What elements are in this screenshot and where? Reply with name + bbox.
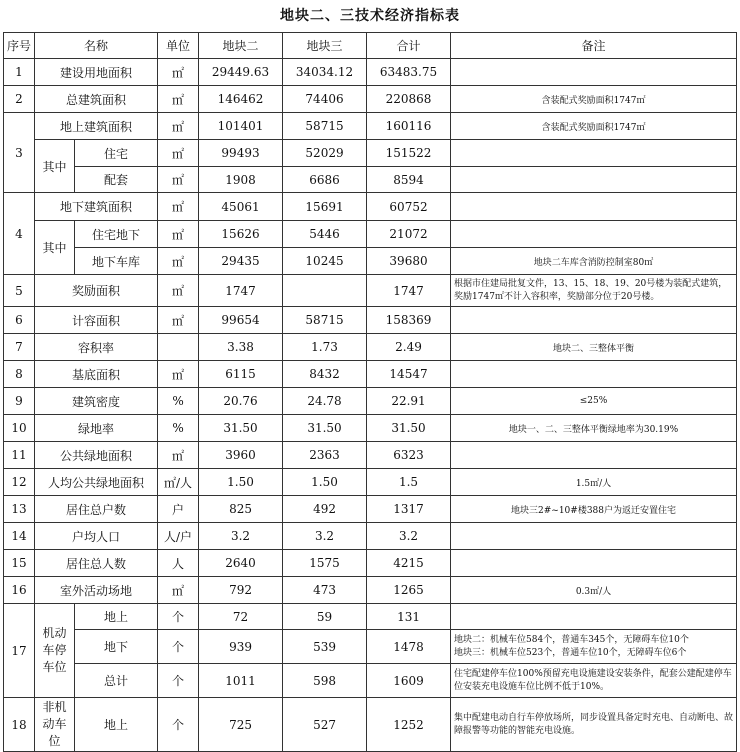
header-row xyxy=(4,33,737,59)
cell-plot3: 34034.12 xyxy=(283,59,367,86)
cell-total: 1252 xyxy=(367,698,451,752)
cell-plot2: 31.50 xyxy=(199,415,283,442)
cell-name: 计容面积 xyxy=(35,307,158,334)
cell-name: 住宅 xyxy=(75,140,158,167)
cell-no: 3 xyxy=(4,113,35,193)
cell-unit: ㎡ xyxy=(158,248,199,275)
cell-total: 1317 xyxy=(367,496,451,523)
cell-note xyxy=(451,59,737,86)
cell-plot2: 45061 xyxy=(199,193,283,221)
cell-note: 含装配式奖励面积1747㎡ xyxy=(451,113,737,140)
cell-plot3: 24.78 xyxy=(283,388,367,415)
cell-note: 地块二、三整体平衡 xyxy=(451,334,737,361)
cell-plot2: 20.76 xyxy=(199,388,283,415)
cell-unit: ㎡ xyxy=(158,275,199,307)
table-row xyxy=(4,221,737,248)
cell-note xyxy=(451,550,737,577)
cell-plot3: 58715 xyxy=(283,113,367,140)
cell-unit: ㎡ xyxy=(158,140,199,167)
header-no: 序号 xyxy=(4,33,35,59)
cell-plot3: 10245 xyxy=(283,248,367,275)
cell-name: 基底面积 xyxy=(35,361,158,388)
cell-plot3: 539 xyxy=(283,630,367,664)
cell-name: 建筑密度 xyxy=(35,388,158,415)
cell-note: ≤25% xyxy=(451,388,737,415)
cell-note xyxy=(451,307,737,334)
table-row xyxy=(4,167,737,193)
cell-plot3: 598 xyxy=(283,664,367,698)
cell-unit: % xyxy=(158,388,199,415)
cell-plot2: 15626 xyxy=(199,221,283,248)
cell-total: 22.91 xyxy=(367,388,451,415)
cell-unit: ㎡/人 xyxy=(158,469,199,496)
cell-name: 户均人口 xyxy=(35,523,158,550)
cell-note xyxy=(451,167,737,193)
cell-plot3: 15691 xyxy=(283,193,367,221)
cell-name: 居住总户数 xyxy=(35,496,158,523)
indicator-table xyxy=(3,32,737,752)
cell-note: 0.3㎡/人 xyxy=(451,577,737,604)
cell-plot2: 725 xyxy=(199,698,283,752)
cell-unit: ㎡ xyxy=(158,86,199,113)
cell-total: 158369 xyxy=(367,307,451,334)
cell-note xyxy=(451,221,737,248)
cell-no: 13 xyxy=(4,496,35,523)
cell-note: 地块一、二、三整体平衡绿地率为30.19% xyxy=(451,415,737,442)
table-row xyxy=(4,275,737,307)
cell-note: 1.5㎡/人 xyxy=(451,469,737,496)
table-row xyxy=(4,113,737,140)
cell-no: 2 xyxy=(4,86,35,113)
cell-total: 1609 xyxy=(367,664,451,698)
header-name: 名称 xyxy=(35,33,158,59)
cell-unit: ㎡ xyxy=(158,113,199,140)
cell-unit: 个 xyxy=(158,630,199,664)
cell-name: 室外活动场地 xyxy=(35,577,158,604)
cell-unit: % xyxy=(158,415,199,442)
cell-note: 含装配式奖励面积1747㎡ xyxy=(451,86,737,113)
table-row xyxy=(4,307,737,334)
cell-plot2: 3.2 xyxy=(199,523,283,550)
cell-subgroup-label: 其中 xyxy=(35,140,75,193)
cell-plot3: 74406 xyxy=(283,86,367,113)
cell-name: 居住总人数 xyxy=(35,550,158,577)
cell-no: 6 xyxy=(4,307,35,334)
cell-note: 根据市住建局批复文件，13、15、18、19、20号楼为装配式建筑，奖励1747㎡不计入容积率，奖励部分位于20号楼。 xyxy=(451,275,737,307)
cell-note: 地块二：机械车位584个，普通车345个，无障碍车位10个 地块三：机械车位523个，普通车位10个，无障碍车位6个 xyxy=(451,630,737,664)
cell-plot3: 6686 xyxy=(283,167,367,193)
cell-name: 地上 xyxy=(75,604,158,630)
table-row xyxy=(4,415,737,442)
cell-total: 151522 xyxy=(367,140,451,167)
cell-name: 绿地率 xyxy=(35,415,158,442)
cell-group-label: 机动车停车位 xyxy=(35,604,75,698)
cell-subgroup-label: 其中 xyxy=(35,221,75,275)
cell-name: 地下建筑面积 xyxy=(35,193,158,221)
header-plot2: 地块二 xyxy=(199,33,283,59)
cell-name: 配套 xyxy=(75,167,158,193)
cell-name: 奖励面积 xyxy=(35,275,158,307)
table-row xyxy=(4,698,737,752)
table-row xyxy=(4,86,737,113)
cell-plot3: 473 xyxy=(283,577,367,604)
cell-total: 160116 xyxy=(367,113,451,140)
cell-unit xyxy=(158,334,199,361)
cell-no: 11 xyxy=(4,442,35,469)
cell-total: 1478 xyxy=(367,630,451,664)
cell-unit: ㎡ xyxy=(158,442,199,469)
cell-plot2: 1011 xyxy=(199,664,283,698)
cell-note xyxy=(451,523,737,550)
cell-unit: ㎡ xyxy=(158,361,199,388)
cell-total: 220868 xyxy=(367,86,451,113)
table-row xyxy=(4,664,737,698)
cell-plot2: 29449.63 xyxy=(199,59,283,86)
cell-no: 16 xyxy=(4,577,35,604)
cell-plot2: 3.38 xyxy=(199,334,283,361)
cell-plot3: 527 xyxy=(283,698,367,752)
cell-no: 1 xyxy=(4,59,35,86)
cell-plot2: 101401 xyxy=(199,113,283,140)
table-row xyxy=(4,604,737,630)
cell-group-label: 非机动车位 xyxy=(35,698,75,752)
cell-total: 8594 xyxy=(367,167,451,193)
cell-plot2: 792 xyxy=(199,577,283,604)
cell-plot2: 99654 xyxy=(199,307,283,334)
cell-note xyxy=(451,604,737,630)
cell-plot2: 146462 xyxy=(199,86,283,113)
cell-no: 17 xyxy=(4,604,35,698)
header-unit: 单位 xyxy=(158,33,199,59)
cell-note xyxy=(451,361,737,388)
cell-total: 3.2 xyxy=(367,523,451,550)
cell-plot3: 1575 xyxy=(283,550,367,577)
cell-plot3: 1.73 xyxy=(283,334,367,361)
table-row xyxy=(4,140,737,167)
cell-plot2: 29435 xyxy=(199,248,283,275)
cell-unit: ㎡ xyxy=(158,167,199,193)
cell-no: 10 xyxy=(4,415,35,442)
cell-plot3: 5446 xyxy=(283,221,367,248)
cell-total: 4215 xyxy=(367,550,451,577)
cell-plot3 xyxy=(283,275,367,307)
cell-name: 公共绿地面积 xyxy=(35,442,158,469)
cell-name: 地上建筑面积 xyxy=(35,113,158,140)
cell-unit: ㎡ xyxy=(158,221,199,248)
cell-no: 5 xyxy=(4,275,35,307)
table-row xyxy=(4,630,737,664)
cell-unit: ㎡ xyxy=(158,307,199,334)
cell-plot3: 492 xyxy=(283,496,367,523)
cell-total: 14547 xyxy=(367,361,451,388)
cell-plot2: 1747 xyxy=(199,275,283,307)
cell-total: 39680 xyxy=(367,248,451,275)
cell-total: 21072 xyxy=(367,221,451,248)
cell-total: 2.49 xyxy=(367,334,451,361)
header-note: 备注 xyxy=(451,33,737,59)
cell-unit: ㎡ xyxy=(158,577,199,604)
cell-plot2: 825 xyxy=(199,496,283,523)
cell-name: 总建筑面积 xyxy=(35,86,158,113)
cell-plot3: 2363 xyxy=(283,442,367,469)
cell-plot2: 72 xyxy=(199,604,283,630)
cell-plot3: 52029 xyxy=(283,140,367,167)
cell-no: 8 xyxy=(4,361,35,388)
table-row xyxy=(4,442,737,469)
cell-plot2: 99493 xyxy=(199,140,283,167)
cell-unit: 户 xyxy=(158,496,199,523)
cell-no: 9 xyxy=(4,388,35,415)
cell-name: 总计 xyxy=(75,664,158,698)
table-row xyxy=(4,248,737,275)
cell-no: 18 xyxy=(4,698,35,752)
cell-plot2: 1.50 xyxy=(199,469,283,496)
cell-plot3: 8432 xyxy=(283,361,367,388)
cell-total: 60752 xyxy=(367,193,451,221)
cell-name: 地下 xyxy=(75,630,158,664)
cell-plot3: 31.50 xyxy=(283,415,367,442)
table-row xyxy=(4,469,737,496)
cell-plot3: 59 xyxy=(283,604,367,630)
cell-unit: 个 xyxy=(158,698,199,752)
cell-unit: ㎡ xyxy=(158,193,199,221)
table-row xyxy=(4,523,737,550)
table-row xyxy=(4,59,737,86)
cell-unit: 人 xyxy=(158,550,199,577)
cell-note xyxy=(451,442,737,469)
table-row xyxy=(4,496,737,523)
cell-unit: 个 xyxy=(158,664,199,698)
cell-plot2: 2640 xyxy=(199,550,283,577)
cell-plot3: 1.50 xyxy=(283,469,367,496)
cell-unit: 个 xyxy=(158,604,199,630)
table-row xyxy=(4,193,737,221)
cell-note: 住宅配建停车位100%预留充电设施建设安装条件，配套公建配建停车位安装充电设施车位比例不低于10%。 xyxy=(451,664,737,698)
cell-name: 地上 xyxy=(75,698,158,752)
cell-total: 1747 xyxy=(367,275,451,307)
cell-plot2: 939 xyxy=(199,630,283,664)
cell-plot2: 6115 xyxy=(199,361,283,388)
cell-note xyxy=(451,140,737,167)
cell-name: 地下车库 xyxy=(75,248,158,275)
header-plot3: 地块三 xyxy=(283,33,367,59)
cell-total: 31.50 xyxy=(367,415,451,442)
cell-no: 7 xyxy=(4,334,35,361)
cell-total: 1.5 xyxy=(367,469,451,496)
cell-note: 集中配建电动自行车停放场所，同步设置具备定时充电、自动断电、故障报警等功能的智能充电设施。 xyxy=(451,698,737,752)
cell-name: 容积率 xyxy=(35,334,158,361)
cell-no: 12 xyxy=(4,469,35,496)
cell-note: 地块二车库含消防控制室80㎡ xyxy=(451,248,737,275)
cell-note: 地块三2#~10#楼388户为返迁安置住宅 xyxy=(451,496,737,523)
cell-total: 1265 xyxy=(367,577,451,604)
cell-total: 63483.75 xyxy=(367,59,451,86)
cell-note xyxy=(451,193,737,221)
cell-no: 14 xyxy=(4,523,35,550)
cell-name: 建设用地面积 xyxy=(35,59,158,86)
cell-no: 4 xyxy=(4,193,35,275)
cell-plot3: 3.2 xyxy=(283,523,367,550)
header-total: 合计 xyxy=(367,33,451,59)
cell-plot2: 1908 xyxy=(199,167,283,193)
cell-name: 人均公共绿地面积 xyxy=(35,469,158,496)
table-row xyxy=(4,361,737,388)
cell-plot3: 58715 xyxy=(283,307,367,334)
cell-total: 6323 xyxy=(367,442,451,469)
cell-total: 131 xyxy=(367,604,451,630)
cell-plot2: 3960 xyxy=(199,442,283,469)
table-row xyxy=(4,388,737,415)
cell-no: 15 xyxy=(4,550,35,577)
cell-unit: 人/户 xyxy=(158,523,199,550)
cell-unit: ㎡ xyxy=(158,59,199,86)
table-row xyxy=(4,550,737,577)
cell-name: 住宅地下 xyxy=(75,221,158,248)
table-title: 地块二、三技术经济指标表 xyxy=(280,8,460,24)
table-row xyxy=(4,334,737,361)
table-row xyxy=(4,577,737,604)
